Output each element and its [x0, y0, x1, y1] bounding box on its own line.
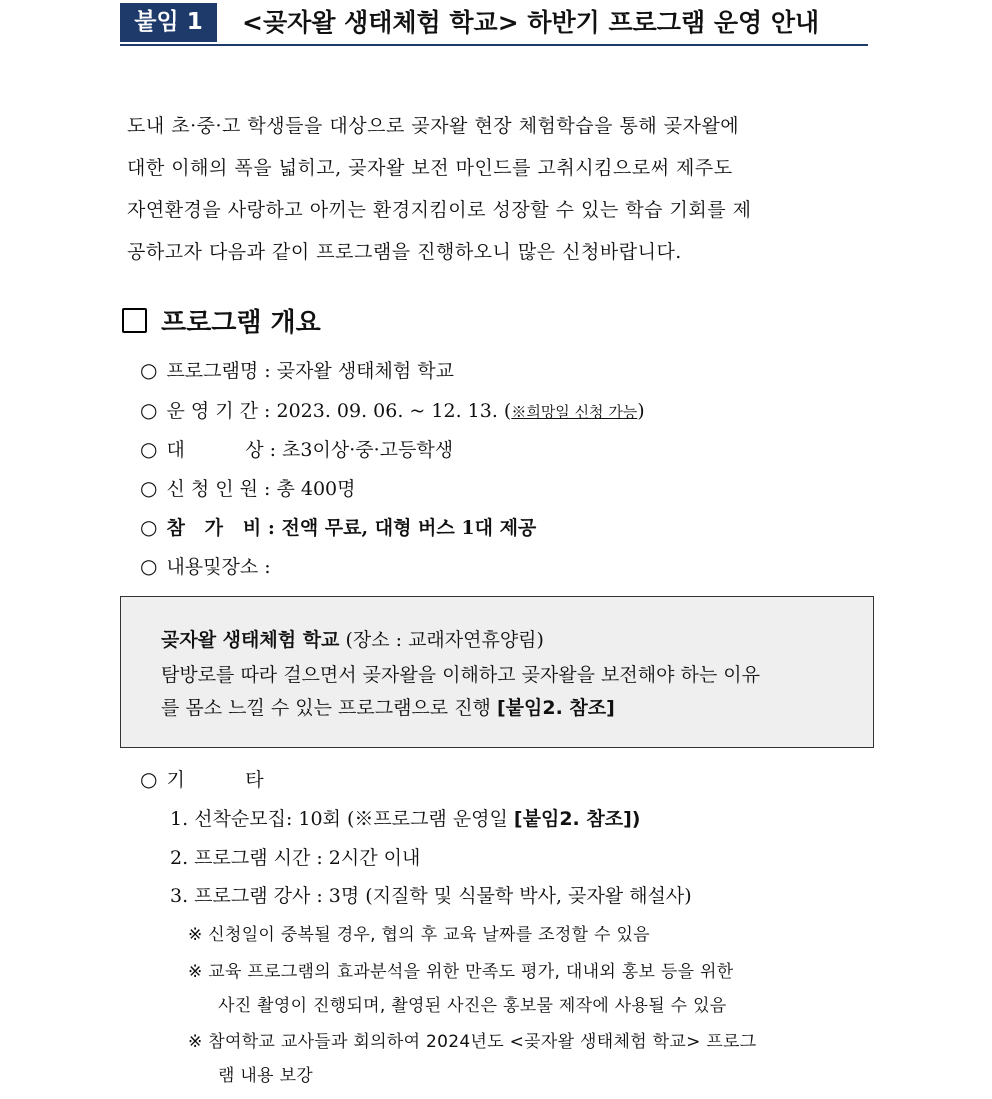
- circle-bullet-icon: ○: [140, 437, 158, 461]
- attachment-badge: 붙임 1: [120, 3, 217, 42]
- item-label: 프로그램명: [166, 360, 259, 382]
- content-box: [120, 596, 874, 748]
- note-1: [188, 918, 878, 952]
- note-3: [188, 1025, 878, 1093]
- overview-item-period: [140, 397, 645, 425]
- overview-item-name: [140, 357, 454, 384]
- description-line: 탐방로를 따라 걸으면서 곶자왈을 이해하고 곶자왈을 보전해야 하는 이유: [161, 664, 760, 686]
- circle-bullet-icon: ○: [140, 476, 158, 500]
- intro-paragraph: [127, 105, 875, 273]
- attachment-reference: [붙임2. 참조]: [496, 697, 615, 719]
- period-note: ※희망일 신청 가능: [511, 403, 638, 421]
- item-label: 대 상: [166, 439, 264, 461]
- other-item-2: [170, 845, 420, 871]
- intro-line: 대한 이해의 폭을 넓히고, 곶자왈 보전 마인드를 고취시킴으로써 제주도: [127, 157, 733, 179]
- overview-item-target: [140, 436, 453, 463]
- overview-item-other: [140, 766, 264, 793]
- section-heading: [122, 306, 321, 340]
- other-item-3: [170, 883, 692, 909]
- circle-bullet-icon: ○: [140, 398, 158, 422]
- item-value: : 초3이상·중·고등학생: [269, 439, 454, 461]
- note-line: ※ 참여학교 교사들과 회의하여 2024년도 <곶자왈 생태체험 학교> 프로그: [188, 1032, 757, 1052]
- note-line-continued: 사진 촬영이 진행되며, 촬영된 사진은 홍보물 제작에 사용될 수 있음: [218, 996, 727, 1016]
- page-title: <곶자왈 생태체험 학교> 하반기 프로그램 운영 안내: [242, 8, 820, 37]
- note-line: ※ 교육 프로그램의 효과분석을 위한 만족도 평가, 대내외 홍보 등을 위한: [188, 962, 734, 982]
- attachment-reference: [붙임2. 참조]: [513, 808, 632, 830]
- item-value: : 총 400명: [264, 478, 356, 500]
- item-text: 3. 프로그램 강사 : 3명 (지질학 및 식물학 박사, 곶자왈 해설사): [170, 885, 692, 907]
- description-text: 를 몸소 느낄 수 있는 프로그램으로 진행: [161, 697, 497, 719]
- content-box-place: (장소 : 교래자연휴양림): [339, 629, 544, 651]
- overview-item-content: [140, 553, 271, 580]
- overview-item-fee: [140, 514, 536, 541]
- item-text: 2. 프로그램 시간 : 2시간 이내: [170, 847, 421, 869]
- overview-item-count: [140, 475, 356, 502]
- item-close: ): [631, 808, 641, 830]
- item-label: 신 청 인 원: [166, 478, 258, 500]
- content-box-description: [161, 659, 865, 725]
- content-box-title: 곶자왈 생태체험 학교: [161, 629, 340, 651]
- item-value: : 곶자왈 생태체험 학교: [264, 360, 454, 382]
- note-2: [188, 955, 878, 1023]
- intro-line: 도내 초·중·고 학생들을 대상으로 곶자왈 현장 체험학습을 통해 곶자왈에: [127, 115, 740, 137]
- section-heading-text: 프로그램 개요: [161, 308, 321, 338]
- item-value: : 2023. 09. 06. ~ 12. 13. (: [264, 400, 512, 422]
- item-text: 1. 선착순모집: 10회 (※프로그램 운영일: [170, 808, 514, 830]
- circle-bullet-icon: ○: [140, 767, 158, 791]
- circle-bullet-icon: ○: [140, 515, 158, 539]
- description-line: [161, 692, 865, 725]
- item-label: 기 타: [166, 769, 264, 791]
- item-label: 운 영 기 간: [166, 400, 258, 422]
- document-header: [120, 0, 868, 46]
- item-value: : 전액 무료, 대형 버스 1대 제공: [267, 517, 537, 539]
- content-box-title-line: [161, 625, 544, 652]
- note-line-continued: 램 내용 보강: [218, 1066, 314, 1086]
- item-label: 참 가 비: [166, 517, 262, 539]
- note-line: ※ 신청일이 중복될 경우, 협의 후 교육 날짜를 조정할 수 있음: [188, 925, 650, 945]
- intro-line: 공하고자 다음과 같이 프로그램을 진행하오니 많은 신청바랍니다.: [127, 241, 682, 263]
- intro-line: 자연환경을 사랑하고 아끼는 환경지킴이로 성장할 수 있는 학습 기회를 제: [127, 199, 752, 221]
- checkbox-square-icon: [122, 308, 147, 333]
- circle-bullet-icon: ○: [140, 554, 158, 578]
- item-value: :: [264, 556, 271, 578]
- other-item-1: [170, 806, 640, 832]
- period-close: ): [637, 400, 645, 422]
- item-label: 내용및장소: [166, 556, 259, 578]
- circle-bullet-icon: ○: [140, 358, 158, 382]
